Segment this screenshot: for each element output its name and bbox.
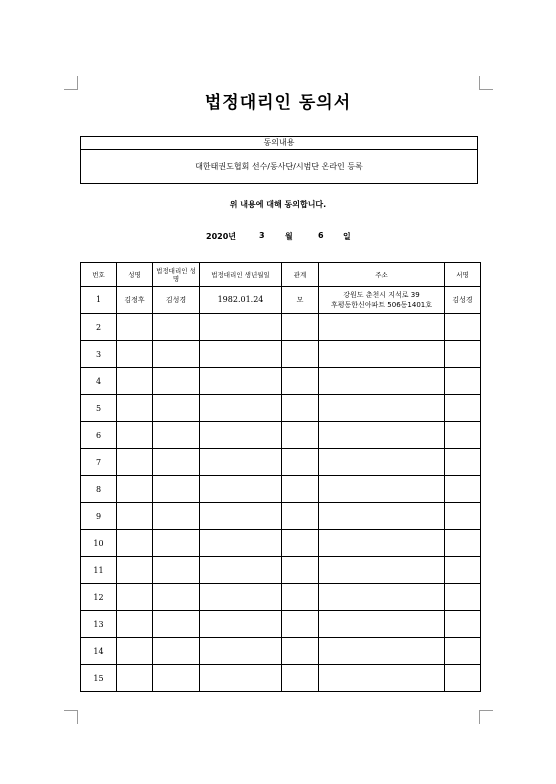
cell-address — [319, 422, 445, 449]
cell-relation — [282, 314, 319, 341]
cell-address — [319, 638, 445, 665]
cell-relation — [282, 422, 319, 449]
address-line-1: 강원도 춘천시 지석로 39 — [343, 291, 420, 299]
cell-birth — [200, 395, 282, 422]
cell-relation — [282, 638, 319, 665]
cell-name: 김정후 — [117, 287, 153, 314]
cell-address — [319, 395, 445, 422]
cell-signature — [445, 638, 481, 665]
cell-no: 8 — [81, 476, 117, 503]
cell-no: 12 — [81, 584, 117, 611]
cell-name — [117, 368, 153, 395]
cell-relation — [282, 665, 319, 692]
header-name: 성명 — [117, 263, 153, 287]
date-month: 3 — [259, 231, 265, 240]
cell-guardian — [153, 314, 200, 341]
table-row — [81, 314, 481, 341]
agree-statement: 위 내용에 대해 동의합니다. — [229, 200, 327, 209]
cell-signature: 김성경 — [445, 287, 481, 314]
cell-no: 14 — [81, 638, 117, 665]
cell-birth — [200, 503, 282, 530]
cell-no: 11 — [81, 557, 117, 584]
cell-guardian: 김성경 — [153, 287, 200, 314]
cell-guardian — [153, 503, 200, 530]
cell-relation — [282, 476, 319, 503]
table-row — [81, 422, 481, 449]
cell-birth — [200, 530, 282, 557]
cell-birth — [200, 611, 282, 638]
cell-address — [319, 530, 445, 557]
table-row — [81, 584, 481, 611]
cell-birth — [200, 449, 282, 476]
header-guardian-name: 법정대리인 성명 — [153, 263, 200, 287]
cell-no: 15 — [81, 665, 117, 692]
cell-guardian — [153, 395, 200, 422]
cell-birth — [200, 557, 282, 584]
header-signature: 서명 — [445, 263, 481, 287]
cell-guardian — [153, 557, 200, 584]
cell-name — [117, 503, 153, 530]
cell-birth — [200, 341, 282, 368]
cell-name — [117, 314, 153, 341]
cell-address — [319, 287, 445, 314]
table-row — [81, 530, 481, 557]
cell-signature — [445, 557, 481, 584]
date-line — [0, 231, 556, 241]
cell-name — [117, 341, 153, 368]
cell-no: 9 — [81, 503, 117, 530]
header-address: 주소 — [319, 263, 445, 287]
cell-guardian — [153, 449, 200, 476]
cell-no: 13 — [81, 611, 117, 638]
cell-guardian — [153, 665, 200, 692]
header-number: 번호 — [81, 263, 117, 287]
crop-mark-bottom-left — [64, 710, 78, 724]
cell-no: 4 — [81, 368, 117, 395]
cell-address — [319, 476, 445, 503]
cell-no: 7 — [81, 449, 117, 476]
cell-signature — [445, 476, 481, 503]
cell-guardian — [153, 476, 200, 503]
cell-signature — [445, 530, 481, 557]
cell-address — [319, 449, 445, 476]
cell-relation — [282, 584, 319, 611]
cell-birth — [200, 422, 282, 449]
cell-birth — [200, 368, 282, 395]
address-line-2: 후평동한신아파트 506동1401호 — [330, 301, 433, 309]
cell-guardian — [153, 368, 200, 395]
table-row — [81, 638, 481, 665]
cell-birth — [200, 314, 282, 341]
cell-guardian — [153, 422, 200, 449]
cell-address — [319, 665, 445, 692]
table-row — [81, 665, 481, 692]
cell-guardian — [153, 584, 200, 611]
cell-name — [117, 665, 153, 692]
table-row — [81, 611, 481, 638]
cell-relation — [282, 395, 319, 422]
guardian-table — [80, 262, 481, 692]
header-relation: 관계 — [282, 263, 319, 287]
cell-name — [117, 395, 153, 422]
table-row — [81, 503, 481, 530]
cell-birth — [200, 476, 282, 503]
cell-guardian — [153, 341, 200, 368]
date-day-unit: 일 — [343, 232, 351, 241]
cell-birth: 1982.01.24 — [200, 287, 282, 314]
cell-relation — [282, 530, 319, 557]
cell-relation — [282, 611, 319, 638]
cell-no: 3 — [81, 341, 117, 368]
consent-header: 동의내용 — [81, 137, 477, 150]
cell-signature — [445, 584, 481, 611]
cell-signature — [445, 395, 481, 422]
cell-address — [319, 557, 445, 584]
cell-no: 2 — [81, 314, 117, 341]
table-row — [81, 341, 481, 368]
cell-address — [319, 368, 445, 395]
cell-no: 10 — [81, 530, 117, 557]
cell-name — [117, 638, 153, 665]
cell-signature — [445, 341, 481, 368]
table-row — [81, 368, 481, 395]
cell-no: 5 — [81, 395, 117, 422]
cell-signature — [445, 449, 481, 476]
cell-address — [319, 584, 445, 611]
date-day: 6 — [318, 231, 324, 240]
cell-no: 6 — [81, 422, 117, 449]
consent-text: 대한태권도협회 선수/동사단/시범단 온라인 등록 — [195, 162, 363, 171]
cell-guardian — [153, 530, 200, 557]
cell-signature — [445, 611, 481, 638]
header-guardian-birth: 법정대리인 생년월일 — [200, 263, 282, 287]
table-row — [81, 395, 481, 422]
crop-mark-bottom-right — [479, 710, 493, 724]
table-row — [81, 449, 481, 476]
cell-birth — [200, 665, 282, 692]
cell-name — [117, 530, 153, 557]
cell-name — [117, 422, 153, 449]
cell-relation — [282, 368, 319, 395]
consent-box — [80, 136, 478, 184]
cell-guardian — [153, 611, 200, 638]
cell-name — [117, 611, 153, 638]
cell-signature — [445, 422, 481, 449]
cell-relation — [282, 503, 319, 530]
cell-relation: 모 — [282, 287, 319, 314]
cell-birth — [200, 584, 282, 611]
cell-signature — [445, 368, 481, 395]
cell-address — [319, 611, 445, 638]
cell-relation — [282, 341, 319, 368]
cell-name — [117, 584, 153, 611]
cell-birth — [200, 638, 282, 665]
cell-relation — [282, 449, 319, 476]
cell-address — [319, 503, 445, 530]
table-row — [81, 557, 481, 584]
date-month-unit: 월 — [285, 232, 293, 241]
table-row — [81, 476, 481, 503]
document-title: 법정대리인 동의서 — [204, 93, 352, 113]
cell-name — [117, 557, 153, 584]
cell-guardian — [153, 638, 200, 665]
cell-name — [117, 476, 153, 503]
cell-name — [117, 449, 153, 476]
cell-no: 1 — [81, 287, 117, 314]
cell-signature — [445, 503, 481, 530]
cell-signature — [445, 665, 481, 692]
date-year: 2020년 — [206, 232, 236, 241]
cell-address — [319, 314, 445, 341]
table-row — [81, 287, 481, 314]
cell-signature — [445, 314, 481, 341]
cell-address — [319, 341, 445, 368]
cell-relation — [282, 557, 319, 584]
